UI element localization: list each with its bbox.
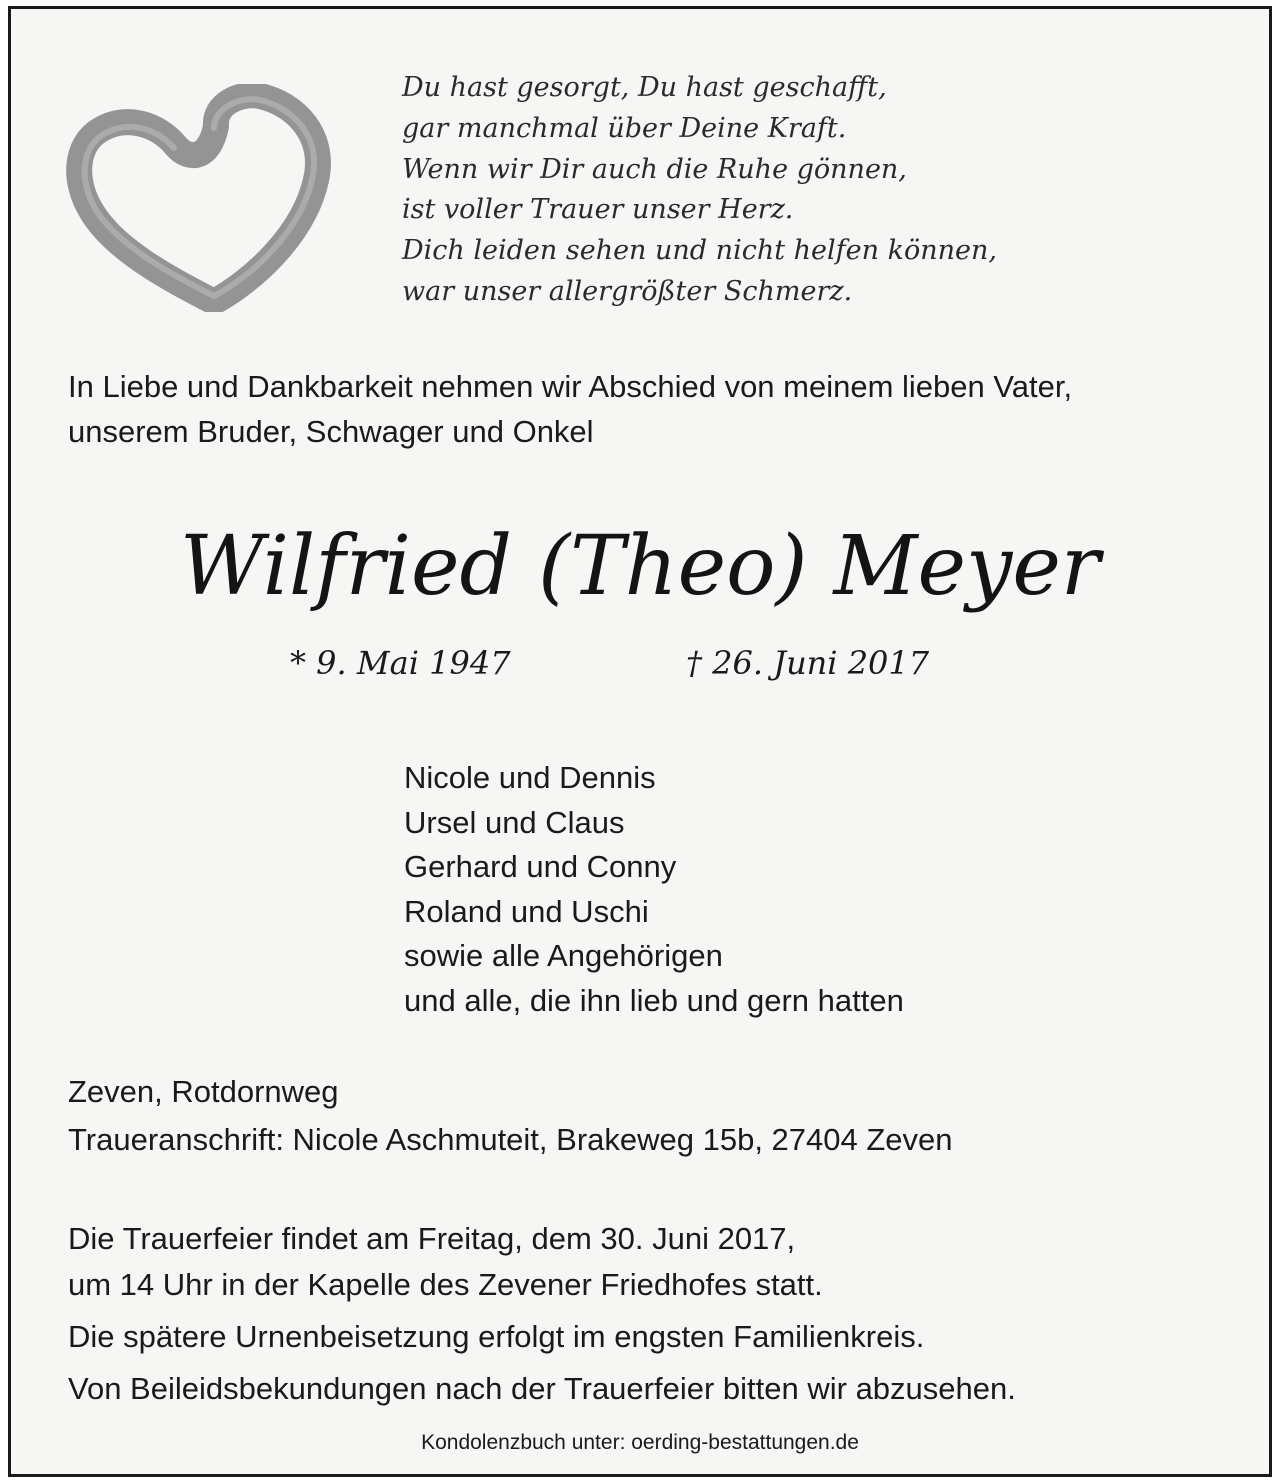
poem-line: Wenn wir Dir auch die Ruhe gönnen, — [402, 153, 907, 185]
mourner-entry: Gerhard und Conny — [404, 849, 677, 885]
service-line: Die Trauerfeier findet am Freitag, dem 30. Juni 2017, — [68, 1221, 796, 1256]
death-date: † 26. Juni 2017 — [686, 644, 930, 682]
mourner-entry: sowie alle Angehörigen — [404, 938, 723, 974]
mourning-address-line: Traueranschrift: Nicole Aschmuteit, Brakeweg 15b, 27404 Zeven — [68, 1122, 953, 1157]
farewell-intro — [68, 364, 1072, 454]
poem-line: ist voller Trauer unser Herz. — [402, 194, 794, 226]
poem-line: gar manchmal über Deine Kraft. — [402, 112, 847, 144]
poem-line: Du hast gesorgt, Du hast geschafft, — [402, 72, 887, 103]
birth-date: * 9. Mai 1947 — [290, 644, 511, 682]
mourner-entry: Nicole und Dennis — [404, 760, 656, 795]
poem — [402, 68, 997, 313]
condolence-request-line: Von Beileidsbekundungen nach der Trauerfeier bitten wir abzusehen. — [68, 1371, 1016, 1406]
place-line: Zeven, Rotdornweg — [68, 1074, 339, 1109]
intro-line: In Liebe und Dankbarkeit nehmen wir Abschied von meinem lieben Vater, — [68, 369, 1073, 404]
mourner-entry: und alle, die ihn lieb und gern hatten — [404, 982, 904, 1018]
mourner-entry: Roland und Uschi — [404, 893, 649, 929]
service-info — [68, 1216, 1016, 1412]
poem-line: Dich leiden sehen und nicht helfen können, — [402, 235, 997, 267]
deceased-name: Wilfried (Theo) Meyer — [179, 519, 1101, 614]
heart-icon — [64, 84, 340, 312]
poem-line: war unser allergrößter Schmerz. — [402, 275, 853, 307]
mourners-list — [404, 756, 904, 1024]
mourner-entry: Ursel und Claus — [404, 804, 625, 840]
intro-line: unserem Bruder, Schwager und Onkel — [68, 414, 594, 449]
service-line: um 14 Uhr in der Kapelle des Zevener Friedhofes statt. — [68, 1267, 823, 1302]
urn-burial-line: Die spätere Urnenbeisetzung erfolgt im engsten Familienkreis. — [68, 1319, 925, 1354]
condolence-book-link[interactable]: Kondolenzbuch unter: oerding-bestattungen.de — [421, 1431, 859, 1454]
address-block — [68, 1068, 953, 1164]
